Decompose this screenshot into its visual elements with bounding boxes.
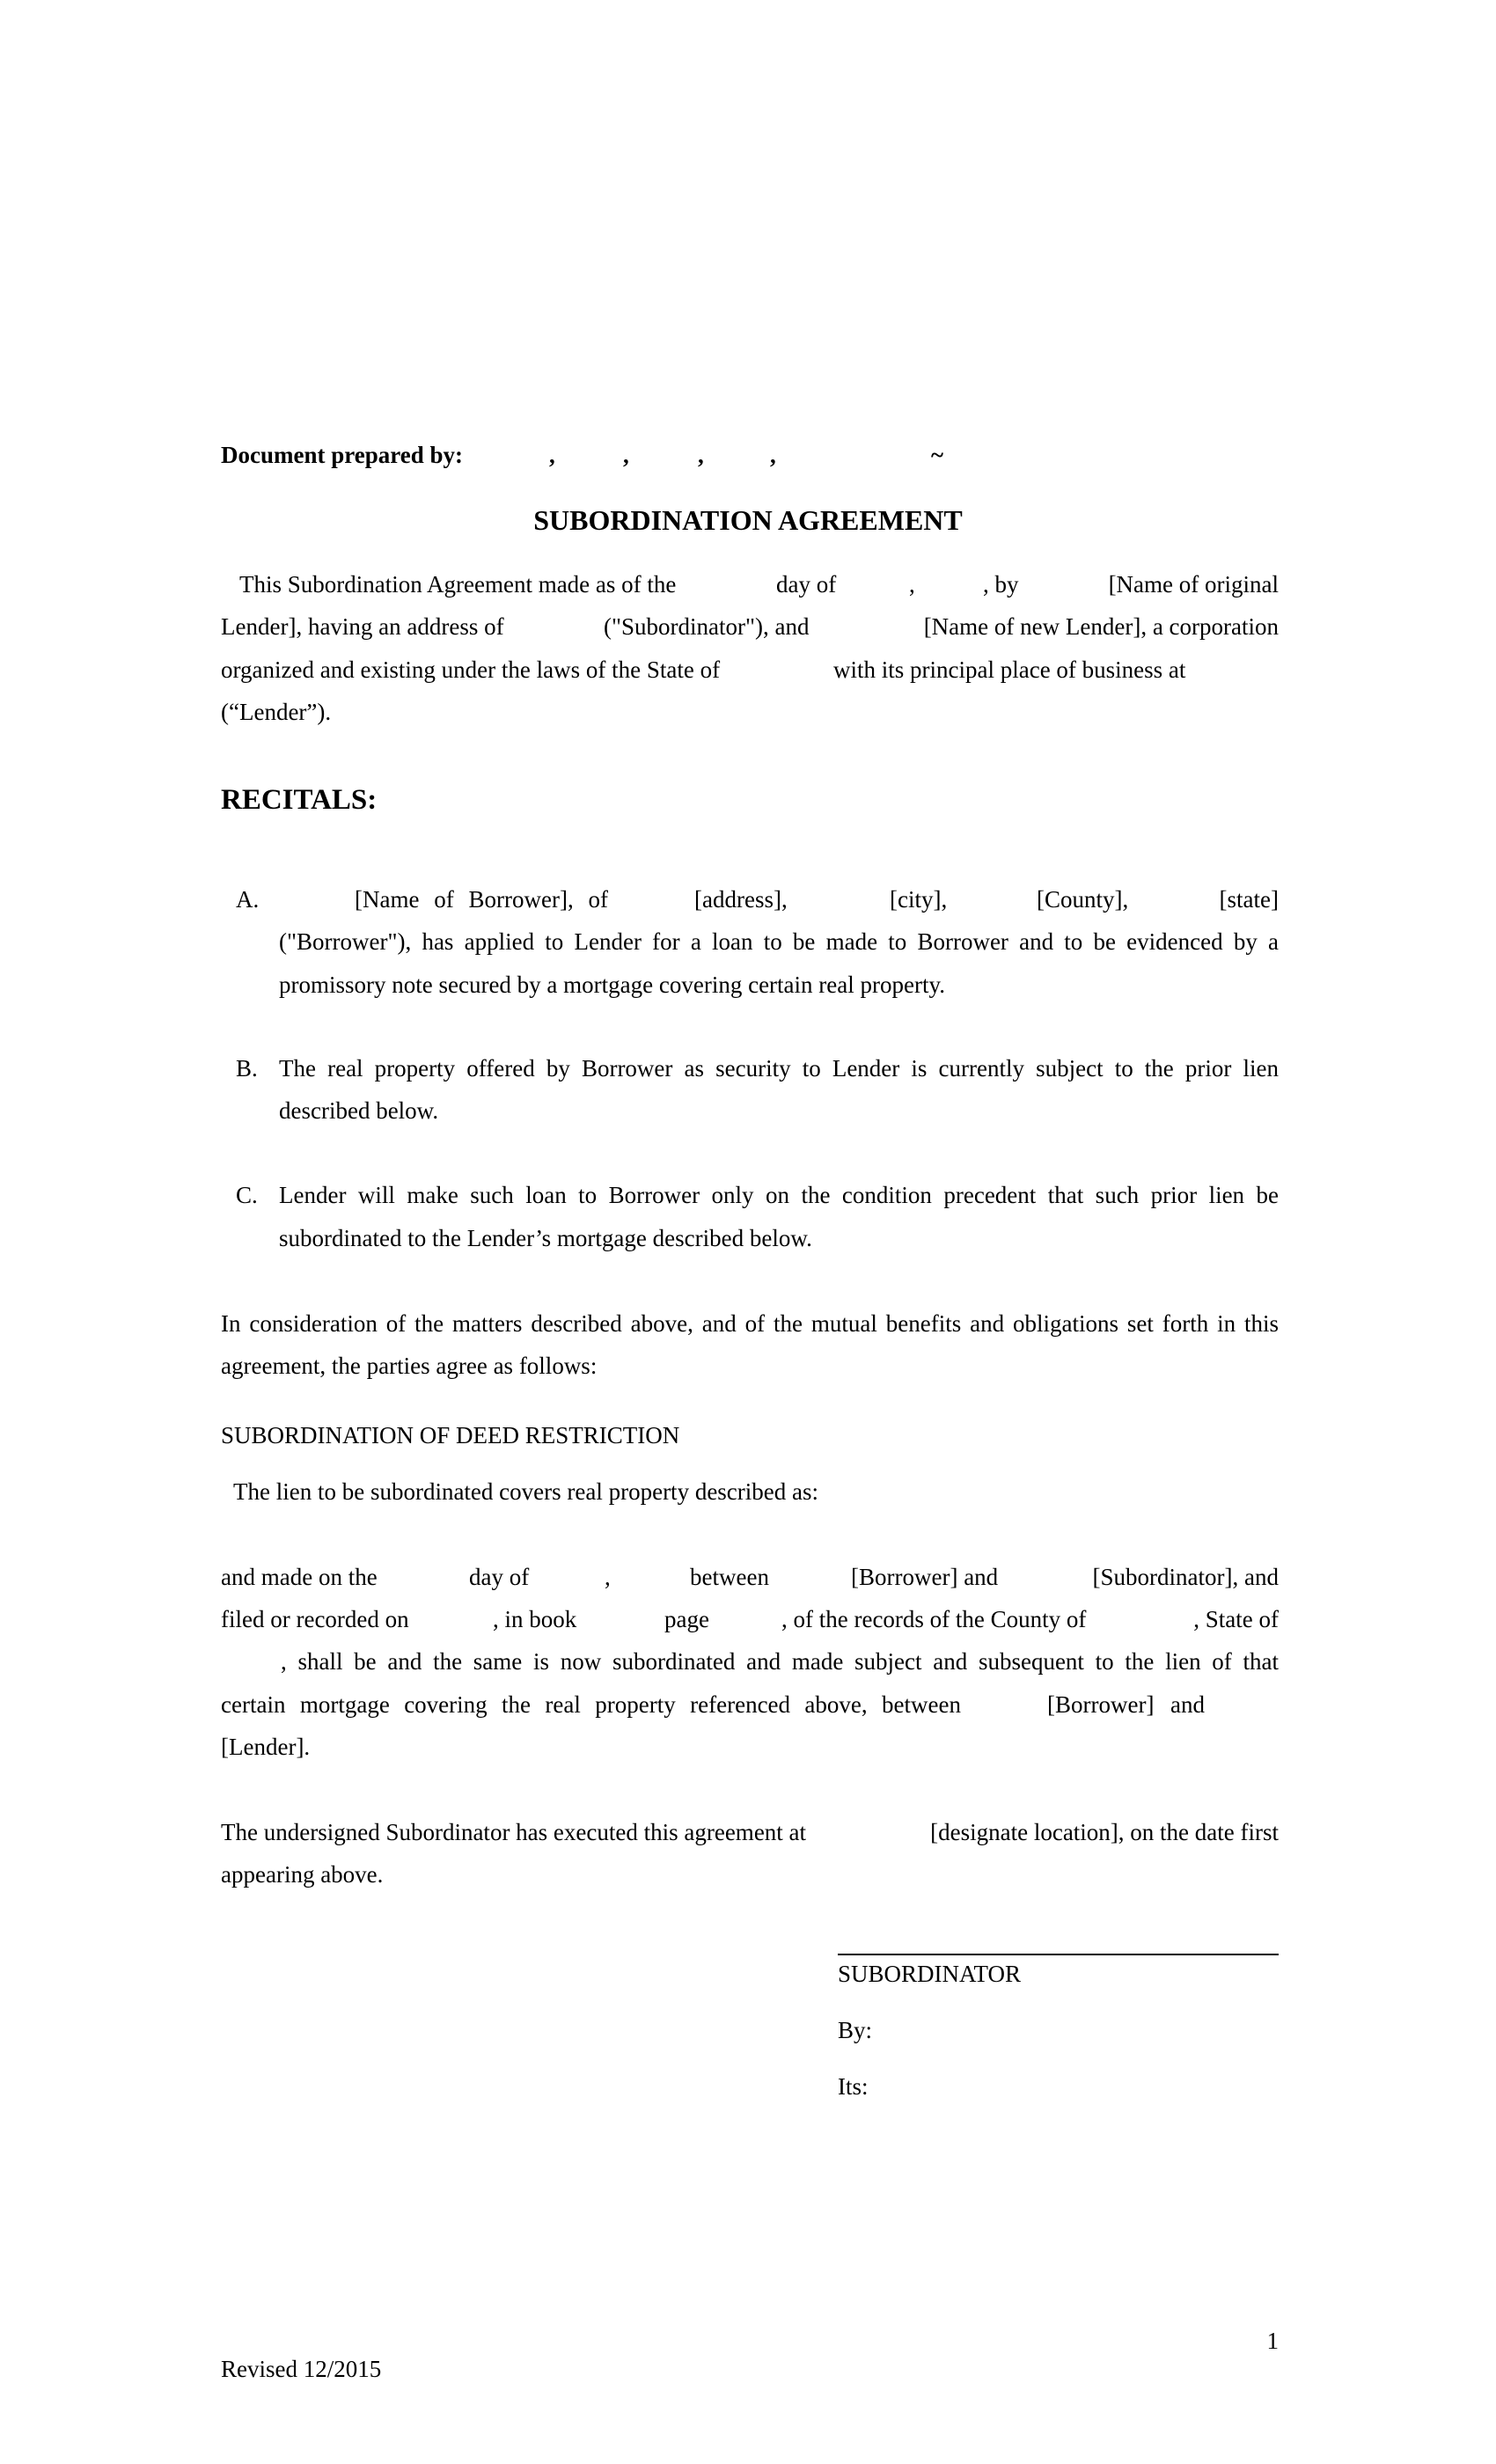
- recital-text: subordinated to the Lender’s mortgage described below.: [279, 1225, 812, 1251]
- body-text: [Borrower] and: [1047, 1691, 1205, 1718]
- blank-separator: ,: [698, 442, 704, 468]
- recital-text: Lender will make such loan to Borrower only on the condition precedent that such prior lien be: [279, 1182, 1279, 1208]
- body-text: [designate location], on the date first: [930, 1819, 1279, 1845]
- recital-text: promissory note secured by a mortgage covering certain real property.: [279, 972, 945, 998]
- section-heading: SUBORDINATION OF DEED RESTRICTION: [221, 1422, 680, 1448]
- recital-text: The real property offered by Borrower as security to Lender is currently subject to the prior lien: [279, 1055, 1279, 1082]
- body-text: between: [690, 1564, 769, 1590]
- document-title: SUBORDINATION AGREEMENT: [533, 504, 963, 536]
- intro-text: [Name of original: [1108, 571, 1279, 598]
- recital-text: described below.: [279, 1097, 439, 1124]
- blank-separator: ,: [549, 442, 555, 468]
- body-text: The undersigned Subordinator has executed this agreement at: [221, 1819, 807, 1845]
- intro-text: organized and existing under the laws of the State of: [221, 656, 721, 683]
- body-text: day of: [469, 1564, 530, 1590]
- blank-separator: ,: [770, 442, 776, 468]
- signature-its: Its:: [838, 2073, 869, 2100]
- recital-text: ("Borrower"), has applied to Lender for a loan to be made to Borrower and to be evidenced by a: [279, 928, 1279, 955]
- signature-line: [838, 1954, 1279, 1955]
- intro-text: ,: [909, 571, 915, 598]
- body-text: [Lender].: [221, 1734, 311, 1760]
- consideration-text: agreement, the parties agree as follows:: [221, 1353, 598, 1379]
- intro-text: Lender], having an address of: [221, 613, 504, 640]
- recital-text: [Name of Borrower], of: [355, 886, 608, 913]
- intro-text: , by: [983, 571, 1019, 598]
- intro-text: [Name of new Lender], a corporation: [923, 613, 1279, 640]
- lien-text: The lien to be subordinated covers real property described as:: [233, 1478, 819, 1505]
- signature-party: SUBORDINATOR: [838, 1961, 1022, 1987]
- body-text: ,: [605, 1564, 611, 1590]
- body-text: [Borrower] and: [851, 1564, 999, 1590]
- body-text: , of the records of the County of: [781, 1606, 1087, 1632]
- blank-separator: ,: [623, 442, 629, 468]
- body-text: , shall be and the same is now subordinated and made subject and subsequent to the lien of that: [281, 1648, 1279, 1675]
- body-text: , State of: [1193, 1606, 1279, 1632]
- intro-text: day of: [776, 571, 837, 598]
- intro-text: ("Subordinator"), and: [604, 613, 810, 640]
- prepared-by-label: Document prepared by:: [221, 442, 463, 468]
- body-text: , in book: [493, 1606, 577, 1632]
- blank-separator: ~: [931, 442, 944, 468]
- intro-text: This Subordination Agreement made as of the: [239, 571, 677, 598]
- recital-text: [address],: [694, 886, 788, 913]
- body-text: [Subordinator], and: [1092, 1564, 1279, 1590]
- recital-text: [state]: [1219, 886, 1279, 913]
- page-number: 1: [1266, 2328, 1279, 2354]
- recitals-heading: RECITALS:: [221, 784, 378, 816]
- recital-marker: A.: [236, 886, 260, 913]
- body-text: and made on the: [221, 1564, 378, 1590]
- signature-by: By:: [838, 2017, 873, 2043]
- body-text: appearing above.: [221, 1861, 384, 1888]
- revision-note: Revised 12/2015: [221, 2356, 382, 2382]
- recital-text: [city],: [890, 886, 948, 913]
- body-text: page: [664, 1606, 709, 1632]
- recital-marker: B.: [236, 1055, 258, 1082]
- body-text: filed or recorded on: [221, 1606, 409, 1632]
- intro-text: with its principal place of business at: [833, 656, 1186, 683]
- recital-marker: C.: [236, 1182, 258, 1208]
- intro-text: (“Lender”).: [221, 699, 332, 725]
- recital-text: [County],: [1037, 886, 1129, 913]
- body-text: certain mortgage covering the real property referenced above, between: [221, 1691, 961, 1718]
- consideration-text: In consideration of the matters described above, and of the mutual benefits and obligations set forth in this: [221, 1310, 1279, 1337]
